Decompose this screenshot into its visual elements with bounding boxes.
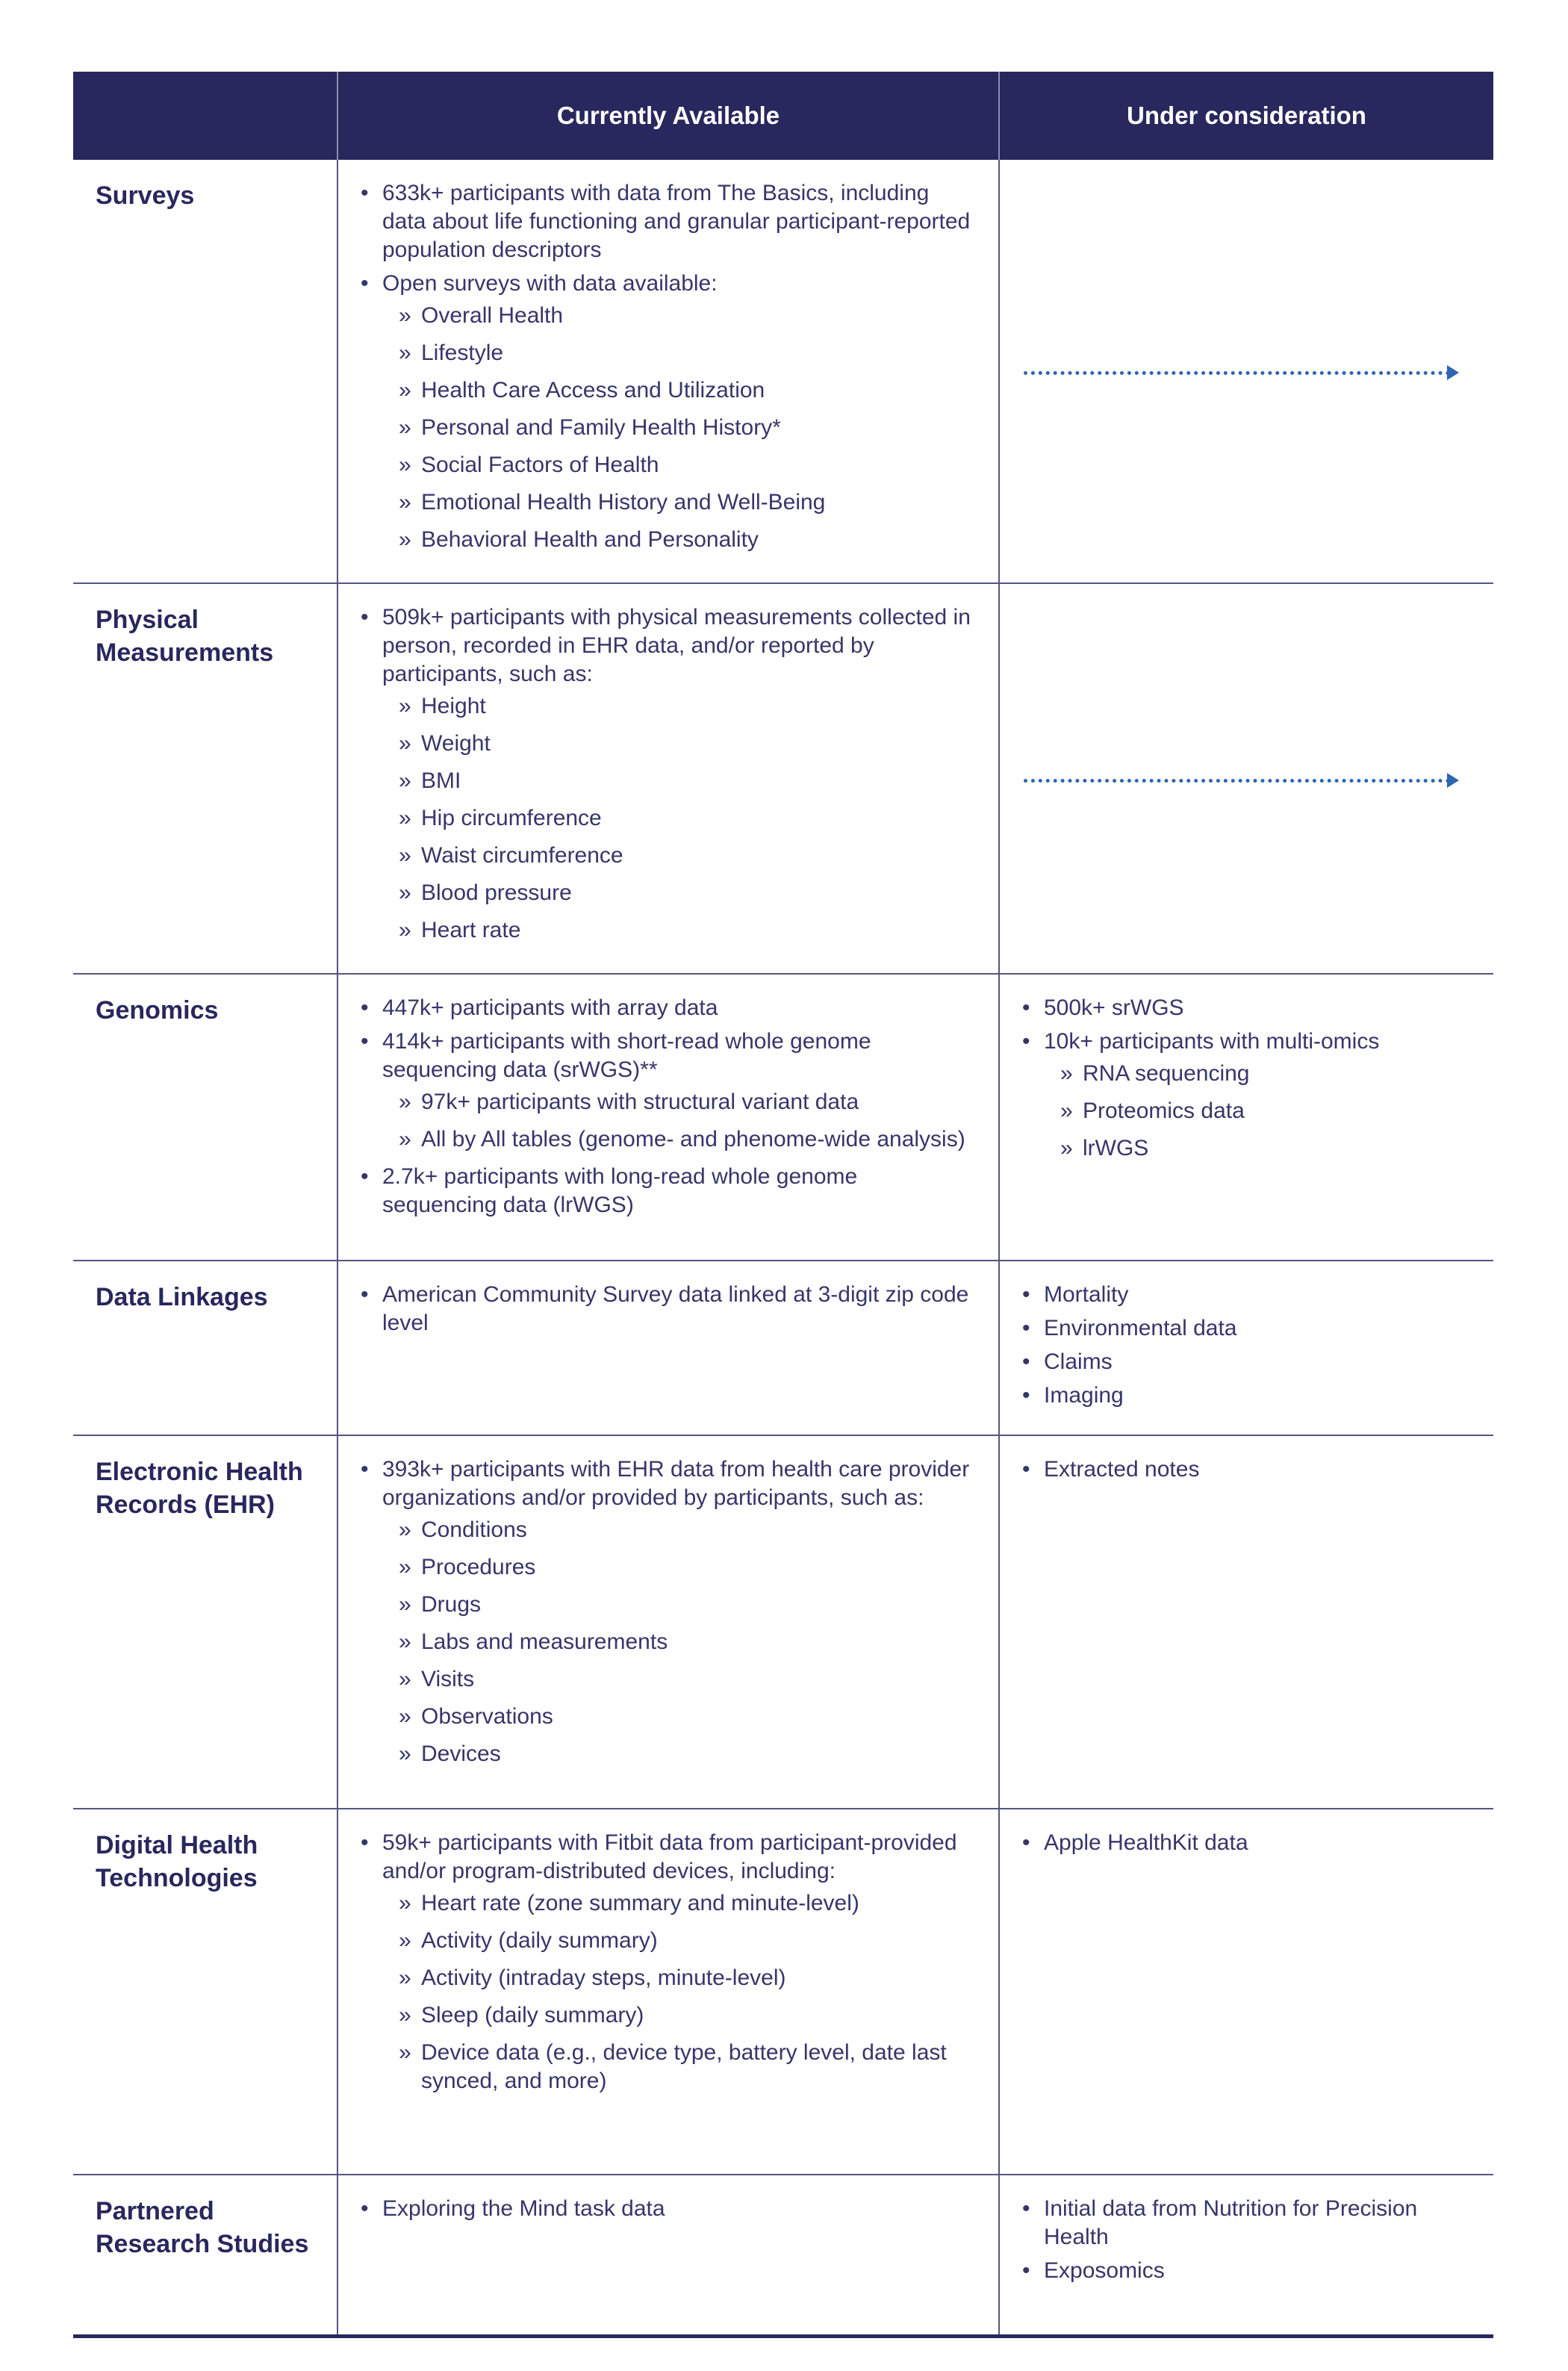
- available-item-text: 59k+ participants with Fitbit data from participant-provided and/or program-distributed devices, including:: [382, 1830, 957, 1883]
- available-subitem: » Weight: [382, 730, 977, 758]
- available-item-text: 447k+ participants with array data: [382, 995, 718, 1020]
- available-subitem: » Labs and measurements: [382, 1628, 977, 1656]
- consideration-item: [1022, 2257, 1472, 2285]
- table-row-digital-health-technologies: [73, 1809, 1493, 2175]
- dotted-arrow-icon: [1024, 371, 1450, 375]
- consideration-list: [1022, 2195, 1472, 2285]
- cell-available-genomics: [337, 974, 999, 1261]
- available-subitem: » Hip circumference: [382, 804, 977, 833]
- available-list: [361, 994, 977, 1219]
- table-row-surveys: [73, 160, 1493, 583]
- consideration-item-text: Exposomics: [1044, 2258, 1165, 2283]
- header-currently-available: Currently Available: [337, 72, 999, 160]
- available-subitem: » Activity (daily summary): [382, 1927, 977, 1955]
- available-item: [361, 2195, 977, 2223]
- table-row-electronic-health-records-ehr: [73, 1435, 1493, 1809]
- available-item: [361, 1028, 977, 1154]
- available-item-text: American Community Survey data linked at 3-digit zip code level: [382, 1282, 969, 1335]
- available-item: [361, 1455, 977, 1768]
- consideration-sublist: [1044, 1060, 1472, 1163]
- consideration-item: [1022, 1028, 1472, 1163]
- cell-consideration-physical-measurements: [999, 583, 1493, 974]
- cell-available-data-linkages: [337, 1261, 999, 1435]
- available-item-text: 2.7k+ participants with long-read whole genome sequencing data (lrWGS): [382, 1164, 858, 1217]
- consideration-subitem: » Proteomics data: [1044, 1097, 1472, 1125]
- consideration-item-text: Imaging: [1044, 1383, 1124, 1408]
- available-item-text: Exploring the Mind task data: [382, 2196, 665, 2221]
- available-sublist: [382, 1088, 977, 1154]
- available-subitem: » Procedures: [382, 1553, 977, 1582]
- dotted-arrow-icon: [1024, 779, 1450, 783]
- consideration-item: [1022, 1314, 1472, 1343]
- available-subitem: » Visits: [382, 1665, 977, 1694]
- available-subitem: » Blood pressure: [382, 879, 977, 907]
- consideration-item-text: Mortality: [1044, 1282, 1129, 1307]
- table-row-data-linkages: [73, 1261, 1493, 1435]
- available-subitem: » Emotional Health History and Well-Being: [382, 488, 977, 517]
- available-item: [361, 1829, 977, 2095]
- available-subitem: » Height: [382, 692, 977, 721]
- header-blank-cell: [73, 72, 337, 160]
- row-label-electronic-health-records-ehr: Electronic Health Records (EHR): [73, 1435, 337, 1809]
- available-subitem: » Health Care Access and Utilization: [382, 376, 977, 405]
- available-list: [361, 1455, 977, 1768]
- available-item: [361, 603, 977, 945]
- available-subitem: » Conditions: [382, 1516, 977, 1544]
- consideration-item-text: Environmental data: [1044, 1316, 1237, 1340]
- available-subitem: » Sleep (daily summary): [382, 2001, 977, 2030]
- table-row-physical-measurements: [73, 583, 1493, 974]
- available-subitem: » Activity (intraday steps, minute-level): [382, 1964, 977, 1992]
- available-subitem: » Social Factors of Health: [382, 451, 977, 479]
- available-subitem: » Behavioral Health and Personality: [382, 526, 977, 554]
- consideration-item: [1022, 2195, 1472, 2252]
- consideration-item: [1022, 1348, 1472, 1376]
- header-under-consideration: Under consideration: [999, 72, 1493, 160]
- available-item-text: 633k+ participants with data from The Basics, including data about life functioning and granular participant-reported population descriptors: [382, 181, 971, 262]
- available-subitem: » BMI: [382, 767, 977, 795]
- cell-consideration-genomics: [999, 974, 1493, 1261]
- cell-consideration-partnered-research-studies: [999, 2175, 1493, 2336]
- available-item: [361, 1281, 977, 1337]
- available-item-text: Open surveys with data available:: [382, 271, 718, 296]
- row-label-partnered-research-studies: Partnered Research Studies: [73, 2175, 337, 2336]
- consideration-item-text: Extracted notes: [1044, 1457, 1200, 1482]
- header-row: [73, 72, 1493, 160]
- available-subitem: » Heart rate (zone summary and minute-level): [382, 1889, 977, 1918]
- cell-consideration-digital-health-technologies: [999, 1809, 1493, 2175]
- consideration-item-text: Initial data from Nutrition for Precision Health: [1044, 2196, 1418, 2249]
- row-label-surveys: Surveys: [96, 181, 195, 210]
- available-item: [361, 1163, 977, 1219]
- available-sublist: [382, 302, 977, 554]
- cell-available-electronic-health-records-ehr: [337, 1435, 999, 1809]
- cell-available-surveys: [337, 160, 999, 583]
- row-label-data-linkages: Data Linkages: [73, 1261, 337, 1435]
- consideration-item-text: Apple HealthKit data: [1044, 1830, 1248, 1855]
- available-list: [361, 2195, 977, 2223]
- available-subitem: » Device data (e.g., device type, battery level, date last synced, and more): [382, 2039, 977, 2095]
- cell-available-physical-measurements: [337, 583, 999, 974]
- consideration-subitem: » RNA sequencing: [1044, 1060, 1472, 1088]
- consideration-list: [1022, 1281, 1472, 1410]
- available-list: [361, 603, 977, 945]
- table-row-partnered-research-studies: [73, 2175, 1493, 2336]
- consideration-item: [1022, 1281, 1472, 1309]
- available-sublist: [382, 692, 977, 945]
- available-item: [361, 270, 977, 554]
- available-item: [361, 179, 977, 264]
- consideration-item-text: 500k+ srWGS: [1044, 995, 1184, 1020]
- available-subitem: » Heart rate: [382, 916, 977, 945]
- consideration-item: [1022, 994, 1472, 1022]
- consideration-item: [1022, 1382, 1472, 1410]
- consideration-item: [1022, 1829, 1472, 1857]
- cell-consideration-data-linkages: [999, 1261, 1493, 1435]
- available-subitem: » Observations: [382, 1703, 977, 1731]
- consideration-list: [1022, 1455, 1472, 1484]
- consideration-subitem: » lrWGS: [1044, 1134, 1472, 1163]
- data-availability-table: [73, 72, 1493, 2338]
- available-list: [361, 1829, 977, 2095]
- row-label-physical-measurements: Physical Measurements: [73, 583, 337, 974]
- row-label-genomics: Genomics: [73, 974, 337, 1261]
- available-item-text: 509k+ participants with physical measurements collected in person, recorded in EHR data, and/or reported by participants, such as:: [382, 605, 971, 686]
- available-item-text: 393k+ participants with EHR data from health care provider organizations and/or provided by participants, such as:: [382, 1457, 970, 1510]
- available-subitem: » Drugs: [382, 1591, 977, 1619]
- row-label-digital-health-technologies: Digital Health Technologies: [73, 1809, 337, 2175]
- available-subitem: » Lifestyle: [382, 339, 977, 367]
- available-item: [361, 994, 977, 1022]
- consideration-item-text: Claims: [1044, 1349, 1113, 1374]
- available-item-text: 414k+ participants with short-read whole genome sequencing data (srWGS)**: [382, 1029, 871, 1082]
- available-subitem: » Personal and Family Health History*: [382, 414, 977, 442]
- available-subitem: » All by All tables (genome- and phenome-wide analysis): [382, 1125, 977, 1154]
- available-subitem: » 97k+ participants with structural variant data: [382, 1088, 977, 1116]
- available-list: [361, 1281, 977, 1337]
- cell-consideration-electronic-health-records-ehr: [999, 1435, 1493, 1809]
- table-row-genomics: [73, 974, 1493, 1261]
- available-subitem: » Devices: [382, 1740, 977, 1768]
- consideration-item-text: 10k+ participants with multi-omics: [1044, 1029, 1380, 1054]
- consideration-item: [1022, 1455, 1472, 1484]
- cell-available-digital-health-technologies: [337, 1809, 999, 2175]
- available-sublist: [382, 1516, 977, 1768]
- available-subitem: » Waist circumference: [382, 842, 977, 870]
- consideration-list: [1022, 1829, 1472, 1857]
- table-body: [73, 160, 1493, 2336]
- cell-available-partnered-research-studies: [337, 2175, 999, 2336]
- cell-consideration-surveys: [999, 160, 1493, 583]
- data-availability-table-container: [73, 72, 1493, 2338]
- consideration-list: [1022, 994, 1472, 1163]
- available-subitem: » Overall Health: [382, 302, 977, 330]
- available-sublist: [382, 1889, 977, 2095]
- available-list: [361, 179, 977, 554]
